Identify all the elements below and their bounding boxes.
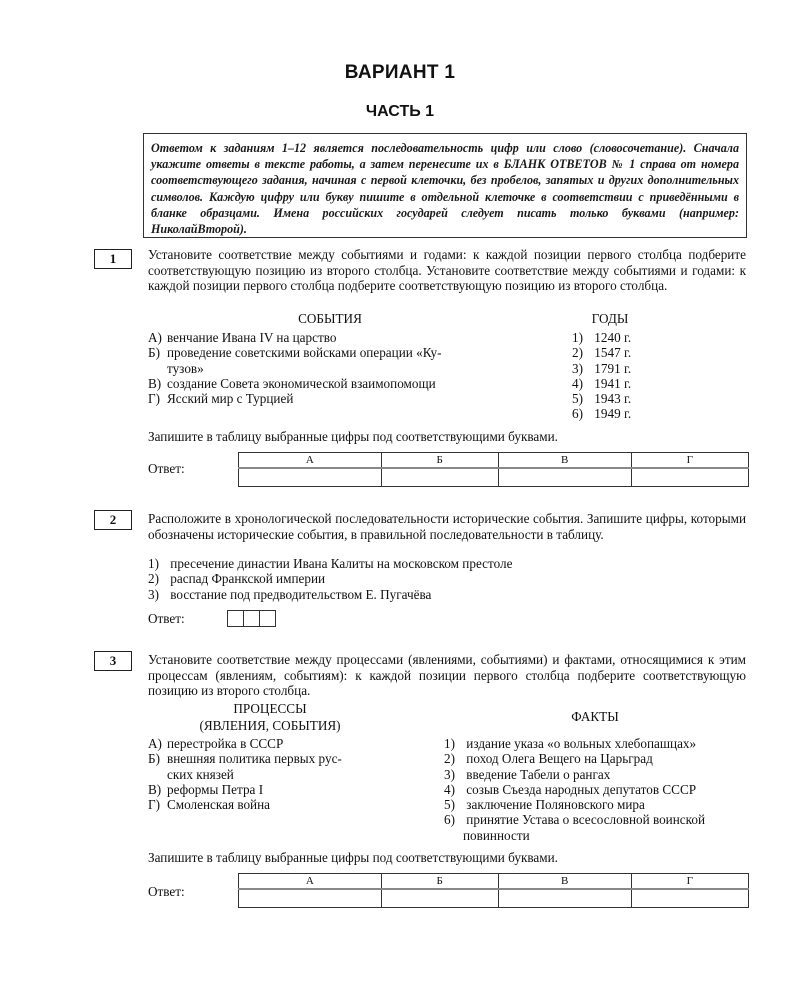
- item-label: В): [148, 781, 162, 797]
- question-number-2: 2: [94, 510, 132, 530]
- header-line: ПРОЦЕССЫ: [233, 701, 307, 716]
- item-text: венчание Ивана IV на царство: [167, 330, 337, 345]
- answer-cell[interactable]: [239, 468, 382, 487]
- q1-year-2: [572, 345, 672, 360]
- q3-process-b: [148, 751, 393, 782]
- item-text: Смоленская война: [167, 797, 271, 813]
- answer-cell[interactable]: [631, 468, 748, 487]
- q2-event-3: [148, 587, 708, 602]
- item-text: реформы Петра I: [167, 781, 264, 797]
- q2-event-1: [148, 556, 708, 571]
- q1-year-6: [572, 406, 672, 421]
- item-label: 4): [444, 781, 455, 797]
- answer-column-header: В: [498, 453, 631, 469]
- q3-processes-header: [170, 700, 370, 734]
- instructions-box: Ответом к заданиям 1–12 является последовательность цифр или слово (словосочетание). Сначала укажите ответы в тексте работы, а затем перенесите их в БЛАНК ОТВЕТОВ № 1 справа от номера соответствующего задания, начиная с первой клеточки, без пробелов, запятых и других дополнительных символов. Каждую цифру или букву пишите в отдельной клеточке в соответствии с приведёнными в бланке образцами. Имена российских государей следует писать только буквами (например: НиколайВторой).: [143, 133, 747, 238]
- question-3-text: Установите соответствие между процессами (явлениями, событиями) и фактами, относящимися к этим процессам (явлениям, событиям): к каждой позиции первого столбца подберите соответствующую позицию из второго столбца.: [148, 652, 746, 698]
- item-text: 1791 г.: [594, 360, 632, 376]
- item-label: А): [148, 736, 162, 751]
- q3-fact-1: [444, 736, 754, 751]
- item-label: 4): [572, 375, 583, 391]
- q2-events-list: [148, 556, 708, 602]
- question-2-text: Расположите в хронологической последовательности исторические события. Запишите цифры, которыми обозначены исторические события, в правильной последовательности в таблицу.: [148, 511, 746, 542]
- part-title: ЧАСТЬ 1: [365, 103, 435, 120]
- item-text: поход Олега Вещего на Царьград: [466, 751, 653, 767]
- q1-event-g: [148, 391, 508, 406]
- answer-cell[interactable]: [259, 610, 276, 627]
- item-text: пресечение династии Ивана Калиты на московском престоле: [170, 556, 513, 571]
- answer-cell[interactable]: [381, 468, 498, 487]
- q1-event-v: [148, 376, 508, 391]
- q3-process-v: [148, 782, 393, 797]
- item-label: 1): [444, 736, 455, 751]
- q1-events-list: [148, 330, 508, 406]
- answer-column-header: Г: [631, 874, 748, 890]
- q2-answer-label: Ответ:: [148, 611, 185, 626]
- q1-answer-label: Ответ:: [148, 461, 185, 476]
- q3-process-a: [148, 736, 393, 751]
- q1-year-1: [572, 330, 672, 345]
- item-label: Б): [148, 751, 160, 767]
- item-text-cont: тузов»: [167, 360, 204, 376]
- item-label: 2): [148, 571, 159, 587]
- answer-column-header: А: [239, 453, 382, 469]
- answer-cell[interactable]: [381, 889, 498, 908]
- question-number-3: 3: [94, 651, 132, 671]
- q2-event-2: [148, 571, 708, 586]
- q1-event-a: [148, 330, 508, 345]
- item-label: 6): [572, 406, 583, 422]
- item-text: заключение Поляновского мира: [466, 797, 645, 813]
- q1-year-4: [572, 376, 672, 391]
- item-label: Г): [148, 797, 161, 813]
- item-label: 3): [444, 766, 455, 782]
- item-text: проведение советскими войсками операции «Ку-: [167, 345, 442, 361]
- item-text-cont: повинности: [463, 827, 530, 843]
- item-text: 1941 г.: [594, 375, 632, 391]
- item-label: 1): [148, 556, 159, 571]
- item-text: 1547 г.: [594, 345, 632, 361]
- item-label: 3): [148, 586, 159, 602]
- item-label: В): [148, 375, 162, 391]
- item-label: Б): [148, 345, 160, 361]
- q3-write-instruction: Запишите в таблицу выбранные цифры под соответствующими буквами.: [148, 850, 558, 865]
- q3-process-g: [148, 797, 393, 812]
- answer-column-header: Б: [381, 453, 498, 469]
- answer-cell[interactable]: [498, 889, 631, 908]
- answer-cell[interactable]: [631, 889, 748, 908]
- item-text: 1949 г.: [594, 406, 632, 422]
- q3-fact-6: [444, 812, 754, 843]
- item-label: 1): [572, 330, 583, 345]
- q3-fact-5: [444, 797, 754, 812]
- item-text: принятие Устава о всесословной воинской: [466, 812, 706, 828]
- question-1-text: Установите соответствие между событиями и годами: к каждой позиции первого столбца подберите соответствующую позицию из второго столбца. Установите соответствие между событиями и годами: к каждой позиции первого столбца подберите соответствующую позицию из второго столбца.: [148, 247, 746, 293]
- variant-title: ВАРИАНТ 1: [344, 62, 456, 83]
- question-number-1: 1: [94, 249, 132, 269]
- q3-facts-header: ФАКТЫ: [571, 709, 619, 724]
- item-label: 3): [572, 360, 583, 376]
- header-line: (ЯВЛЕНИЯ, СОБЫТИЯ): [199, 718, 341, 733]
- item-text: 1240 г.: [594, 330, 632, 345]
- item-text: восстание под предводительством Е. Пугачёва: [170, 586, 432, 602]
- answer-column-header: В: [498, 874, 631, 890]
- q3-processes-list: [148, 736, 393, 812]
- item-label: 5): [444, 797, 455, 813]
- item-label: 6): [444, 812, 455, 828]
- q3-fact-4: [444, 782, 754, 797]
- q1-events-header: СОБЫТИЯ: [298, 311, 362, 326]
- item-text: созыв Съезда народных депутатов СССР: [466, 781, 697, 797]
- q1-answer-table: [238, 452, 749, 487]
- item-text: издание указа «о вольных хлебопашцах»: [466, 736, 697, 751]
- item-label: 5): [572, 391, 583, 407]
- q1-year-5: [572, 391, 672, 406]
- item-text: создание Совета экономической взаимопомощи: [167, 375, 436, 391]
- q1-years-header: ГОДЫ: [591, 311, 629, 326]
- q2-answer-boxes: [227, 610, 276, 627]
- answer-column-header: А: [239, 874, 382, 890]
- q3-fact-2: [444, 751, 754, 766]
- q3-fact-3: [444, 767, 754, 782]
- answer-cell[interactable]: [498, 468, 631, 487]
- q3-facts-list: [444, 736, 754, 843]
- item-label: 2): [444, 751, 455, 767]
- item-text: 1943 г.: [594, 391, 632, 407]
- item-text: Ясский мир с Турцией: [167, 391, 294, 407]
- item-text-cont: ских князей: [167, 766, 234, 782]
- answer-column-header: Г: [631, 453, 748, 469]
- q1-event-b: [148, 345, 508, 376]
- answer-cell[interactable]: [243, 610, 260, 627]
- item-text: перестройка в СССР: [167, 736, 284, 751]
- item-label: 2): [572, 345, 583, 361]
- q3-answer-label: Ответ:: [148, 884, 185, 899]
- item-text: внешняя политика первых рус-: [167, 751, 342, 767]
- answer-cell[interactable]: [227, 610, 244, 627]
- item-label: А): [148, 330, 162, 345]
- item-text: распад Франкской империи: [170, 571, 326, 587]
- answer-cell[interactable]: [239, 889, 382, 908]
- q1-write-instruction: Запишите в таблицу выбранные цифры под соответствующими буквами.: [148, 429, 558, 444]
- item-text: введение Табели о рангах: [466, 766, 611, 782]
- answer-column-header: Б: [381, 874, 498, 890]
- q1-years-list: [572, 330, 672, 422]
- item-label: Г): [148, 391, 161, 407]
- q1-year-3: [572, 361, 672, 376]
- q3-answer-table: [238, 873, 749, 908]
